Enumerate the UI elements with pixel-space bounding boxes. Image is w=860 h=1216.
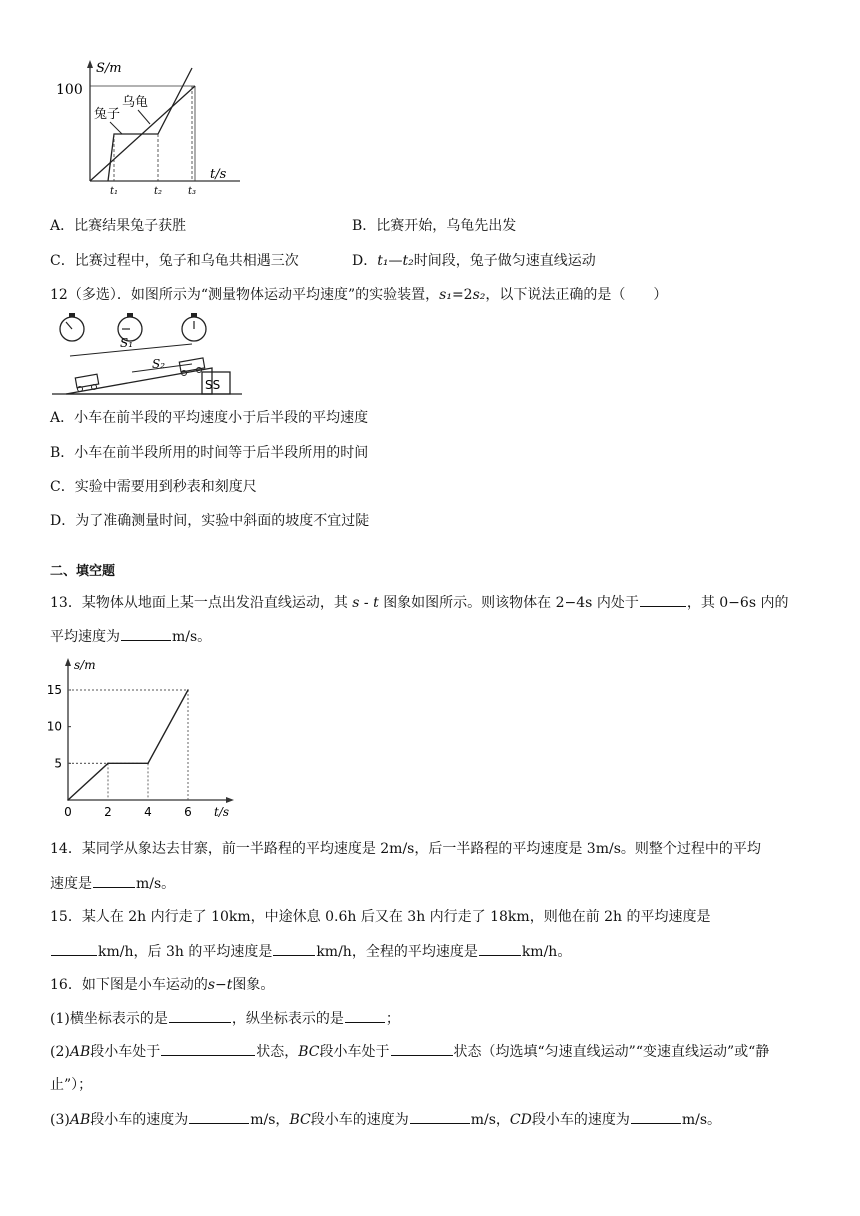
q15-text-b: km/h，全程的平均速度是 bbox=[316, 944, 478, 960]
x-tick-label: 0 bbox=[64, 805, 72, 819]
q16-p3-cd: CD bbox=[509, 1112, 532, 1128]
series-line bbox=[68, 690, 188, 800]
q12-option-a: A．小车在前半段的平均速度小于后半段的平均速度 bbox=[50, 410, 369, 426]
q13-text-e: m/s。 bbox=[172, 629, 212, 645]
rabbit-label: 兔子 bbox=[94, 107, 121, 122]
race-x-tick-t3: t₃ bbox=[188, 186, 197, 197]
s2-label: S₂ bbox=[152, 357, 166, 371]
y-tick-label: 5 bbox=[54, 756, 62, 771]
q11-option-d-prefix: D． bbox=[352, 253, 378, 269]
stopwatch-icon bbox=[182, 313, 206, 341]
q16-p2-bc: BC bbox=[298, 1044, 320, 1060]
q16-p2-ab: AB bbox=[69, 1044, 91, 1060]
q16-p1-a: (1)横坐标表示的是 bbox=[50, 1011, 168, 1027]
q16-text-c: 图象。 bbox=[232, 977, 275, 993]
q11-option-d-suffix: 时间段，兔子做匀速直线运动 bbox=[413, 253, 596, 269]
q12-stem bbox=[50, 285, 667, 305]
incline-apparatus-figure bbox=[52, 312, 242, 398]
race-y-tick: 100 bbox=[56, 82, 83, 98]
answer-blank[interactable] bbox=[273, 941, 315, 956]
q11-option-d-dash: — bbox=[388, 253, 403, 269]
q13-text-c: ，其 0−6s 内的 bbox=[686, 595, 789, 611]
support-block-label: SS bbox=[205, 378, 221, 392]
q16-part2-cont: 止”）； bbox=[50, 1077, 93, 1093]
answer-blank[interactable] bbox=[51, 941, 97, 956]
answer-blank[interactable] bbox=[410, 1109, 470, 1124]
q12-stem-s1: s₁ bbox=[439, 287, 452, 303]
q16-p3-d: 段小车的速度为 bbox=[310, 1112, 409, 1128]
q11-option-a: A．比赛结果兔子获胜 bbox=[50, 218, 187, 234]
q16-text-st: s−t bbox=[207, 977, 233, 993]
q12-stem-prefix: 12（多选）．如图所示为“测量物体运动平均速度”的实验装置， bbox=[50, 287, 440, 303]
turtle-label: 乌龟 bbox=[122, 95, 149, 110]
cart-icon bbox=[75, 374, 98, 391]
q16-p1-c: ； bbox=[385, 1011, 400, 1027]
x-tick-label: 6 bbox=[184, 805, 192, 819]
q13-text-a: 13．某物体从地面上某一点出发沿直线运动，其 bbox=[50, 595, 348, 611]
q16-part1 bbox=[50, 1008, 400, 1029]
race-x-tick-t1: t₁ bbox=[110, 186, 119, 197]
q16-stem bbox=[50, 975, 274, 995]
q12-option-d: D．为了准确测量时间，实验中斜面的坡度不宜过陡 bbox=[50, 513, 370, 529]
y-axis-arrow bbox=[65, 658, 71, 666]
q16-p2-a: (2) bbox=[50, 1044, 70, 1060]
y-tick-label: 10 bbox=[46, 719, 62, 734]
x-axis-label: t/s bbox=[214, 805, 230, 819]
data-point bbox=[107, 763, 109, 765]
q16-part3 bbox=[50, 1109, 721, 1130]
s1-label: S₁ bbox=[120, 336, 134, 350]
x-tick-label: 2 bbox=[104, 805, 112, 819]
q11-option-c: C．比赛过程中，兔子和乌龟共相遇三次 bbox=[50, 253, 299, 269]
data-point bbox=[147, 763, 149, 765]
q16-p3-c: m/s， bbox=[250, 1112, 290, 1128]
q12-stem-s2: s₂ bbox=[472, 287, 486, 303]
x-axis-arrow bbox=[226, 797, 234, 803]
data-point bbox=[67, 799, 69, 801]
q12-option-c: C．实验中需要用到秒表和刻度尺 bbox=[50, 479, 257, 495]
q14-stem-line2 bbox=[50, 873, 175, 894]
y-axis-label: s/m bbox=[74, 658, 96, 672]
q12-stem-eq: =2 bbox=[451, 287, 473, 303]
data-point bbox=[187, 689, 189, 691]
q11-option-d bbox=[352, 251, 596, 271]
incline-ramp bbox=[66, 368, 212, 394]
race-graph bbox=[50, 58, 240, 198]
q16-p3-g: m/s。 bbox=[681, 1112, 722, 1128]
q15-text-c: km/h。 bbox=[521, 944, 572, 960]
answer-blank[interactable] bbox=[161, 1041, 255, 1056]
q16-p3-e: m/s， bbox=[470, 1112, 510, 1128]
q13-stem-line1 bbox=[50, 592, 788, 613]
q11-option-d-t1: t₁ bbox=[377, 253, 389, 269]
q16-p2-b: 段小车处于 bbox=[90, 1044, 161, 1060]
answer-blank[interactable] bbox=[479, 941, 521, 956]
q16-p2-d: 段小车处于 bbox=[319, 1044, 390, 1060]
q16-part2 bbox=[50, 1041, 769, 1062]
q11-option-d-t2: t₂ bbox=[402, 253, 414, 269]
answer-blank[interactable] bbox=[189, 1109, 249, 1124]
turtle-pointer bbox=[138, 110, 150, 124]
q14-stem-line1: 14．某同学从象达去甘寨，前一半路程的平均速度是 2m/s，后一半路程的平均速度是 3m/s。则整个过程中的平均 bbox=[50, 841, 761, 857]
q16-p3-f: 段小车的速度为 bbox=[531, 1112, 630, 1128]
q16-p3-ab: AB bbox=[69, 1112, 91, 1128]
answer-blank[interactable] bbox=[93, 873, 135, 888]
q12-option-b: B．小车在前半段所用的时间等于后半段所用的时间 bbox=[50, 445, 369, 461]
rabbit-pointer bbox=[110, 122, 122, 134]
q16-p2-e: 状态（均选填“匀速直线运动”“变速直线运动”或“静 bbox=[453, 1044, 770, 1060]
section-title: 二、填空题 bbox=[50, 564, 116, 579]
race-x-label: t/s bbox=[210, 167, 227, 182]
q12-stem-suffix: ，以下说法正确的是（ ） bbox=[485, 287, 668, 303]
q15-stem-line1: 15．某人在 2h 内行走了 10km，中途休息 0.6h 后又在 3h 内行走了 18km，则他在前 2h 的平均速度是 bbox=[50, 909, 711, 925]
q15-stem-line2 bbox=[50, 941, 571, 962]
answer-blank[interactable] bbox=[391, 1041, 453, 1056]
race-y-label: S/m bbox=[96, 61, 122, 76]
answer-blank[interactable] bbox=[631, 1109, 681, 1124]
y-tick-label: 15 bbox=[46, 683, 62, 697]
q16-p1-b: ，纵坐标表示的是 bbox=[231, 1011, 344, 1027]
q14-text-a: 速度是 bbox=[50, 876, 92, 892]
q16-p3-a: (3) bbox=[50, 1112, 70, 1128]
q13-stem-line2 bbox=[50, 626, 211, 647]
rabbit-line bbox=[108, 68, 192, 181]
q16-p3-b: 段小车的速度为 bbox=[90, 1112, 189, 1128]
x-tick-label: 4 bbox=[144, 805, 152, 819]
answer-blank[interactable] bbox=[640, 592, 686, 607]
q15-text-a: km/h，后 3h 的平均速度是 bbox=[98, 944, 273, 960]
q14-text-b: m/s。 bbox=[136, 876, 176, 892]
q16-text-a: 16．如下图是小车运动的 bbox=[50, 977, 208, 993]
q13-st: s - t bbox=[352, 595, 379, 611]
q13-text-b: 图象如图所示。则该物体在 2−4s 内处于 bbox=[383, 595, 639, 611]
stopwatch-icon bbox=[60, 313, 84, 341]
race-y-arrow bbox=[87, 60, 93, 68]
answer-blank[interactable] bbox=[121, 626, 171, 641]
q16-p3-bc: BC bbox=[289, 1112, 311, 1128]
answer-blank[interactable] bbox=[169, 1008, 231, 1023]
q13-text-d: 平均速度为 bbox=[50, 629, 120, 645]
answer-blank[interactable] bbox=[345, 1008, 385, 1023]
race-x-tick-t2: t₂ bbox=[154, 186, 163, 197]
q11-option-b: B．比赛开始，乌龟先出发 bbox=[352, 218, 517, 234]
q16-p2-c: 状态， bbox=[256, 1044, 299, 1060]
st-graph bbox=[44, 656, 244, 820]
